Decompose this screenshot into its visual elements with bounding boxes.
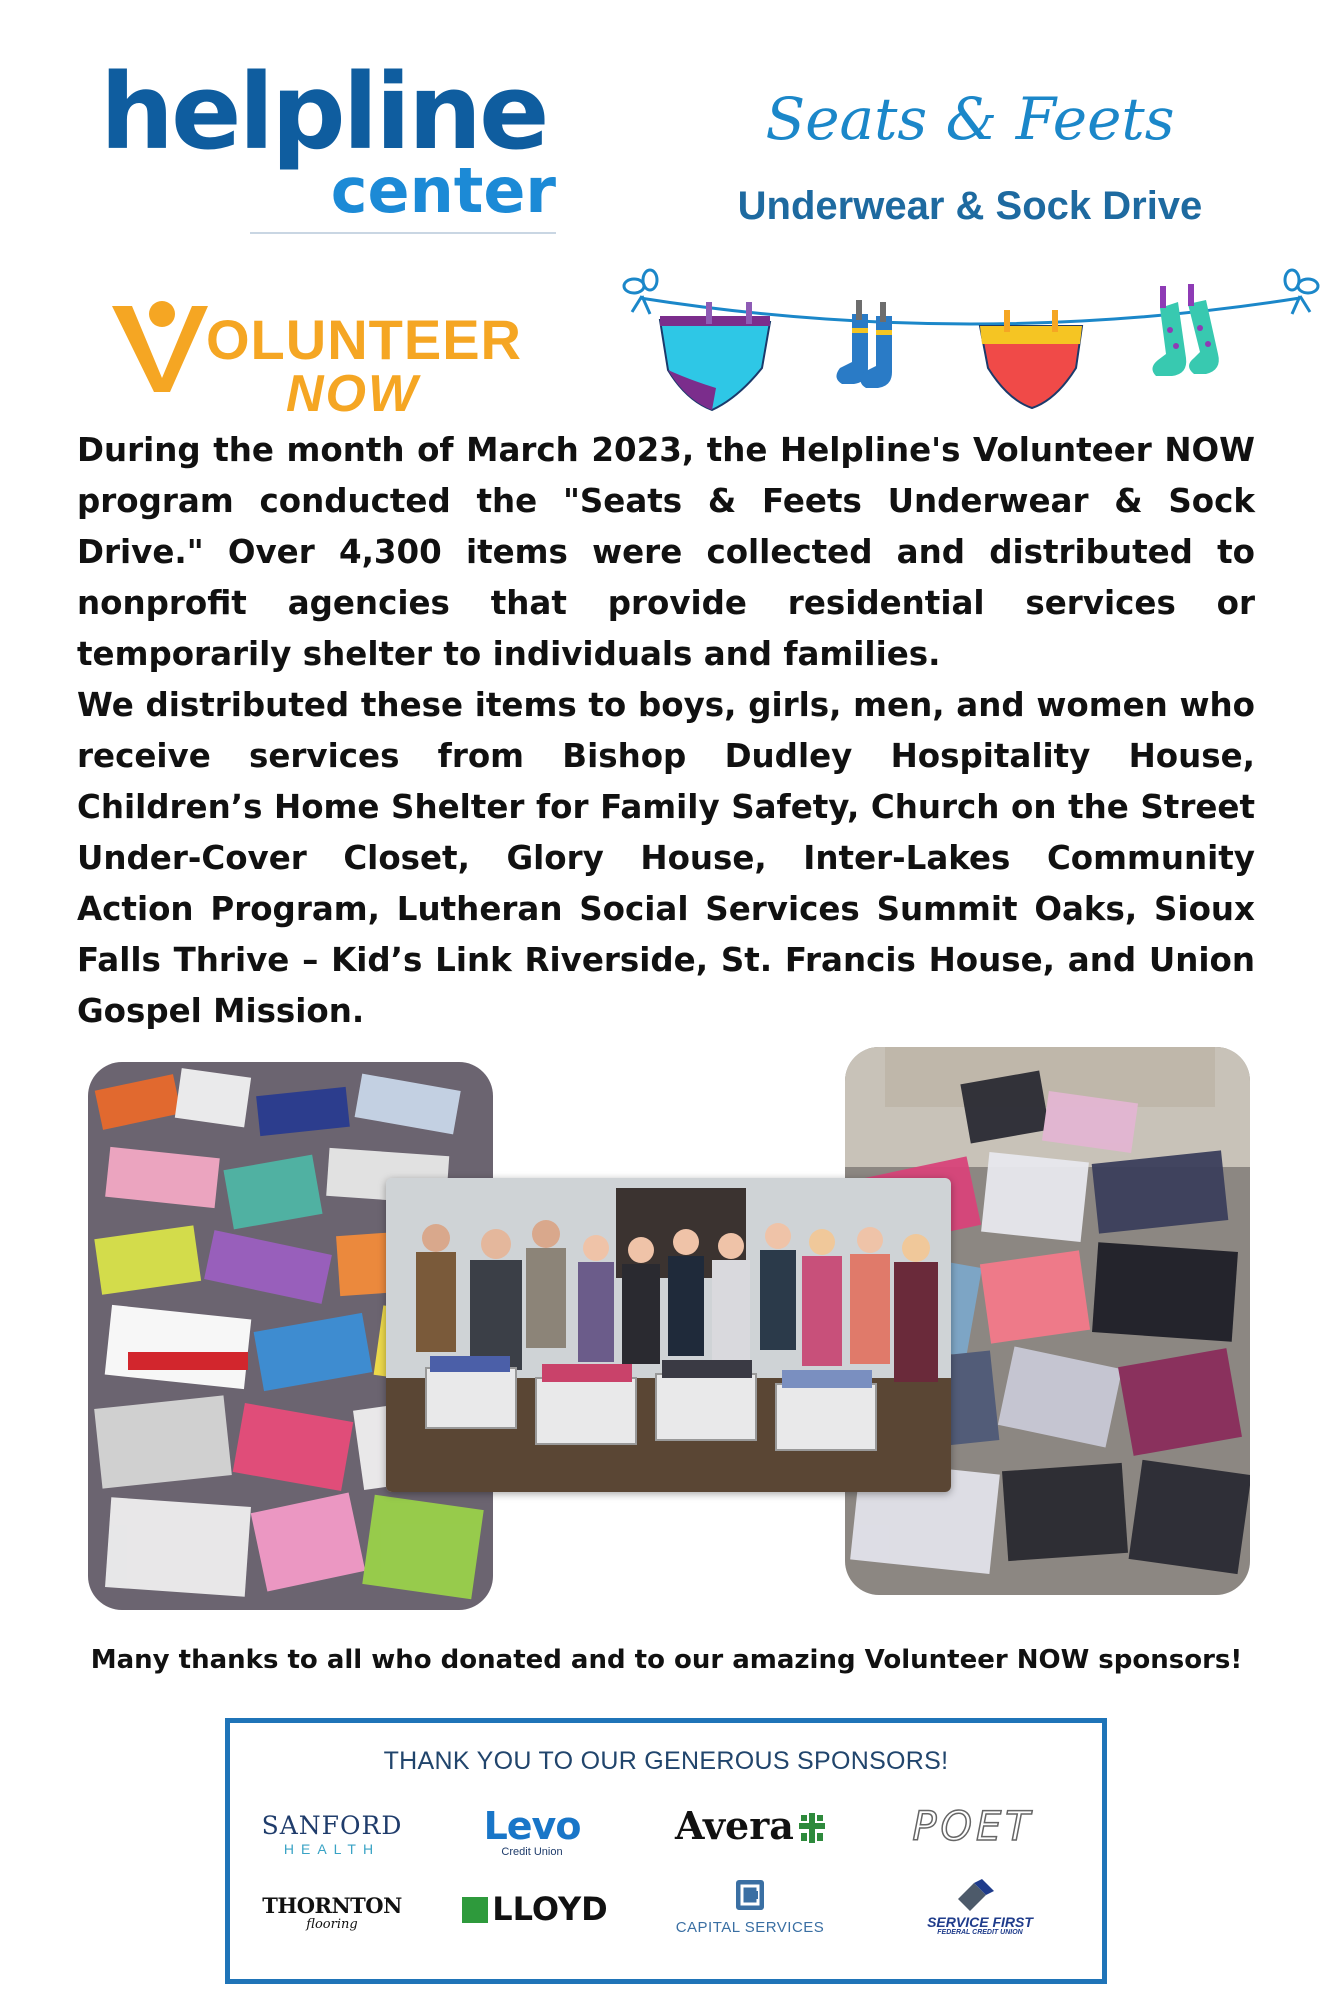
levo-logo [462,1804,602,1858]
thornton-name: THORNTON [262,1893,402,1918]
volunteer-wordmark: OLUNTEER [206,308,522,371]
avera-logo [670,1803,830,1848]
now-wordmark: NOW [286,365,420,423]
body-paragraph-2: We distributed these items to boys, girls, men, and women who receive services from Bishop Dudley Hospitality House, Children’s Home Shelter for Family Safety, Church on the Street Under-Cover Closet, Glory House, Inter-Lakes Community Action Program, Lutheran Social Services Summit Oaks, Sioux Falls Thrive – Kid’s Link Riverside, St. Francis House, and Union Gospel Mission. [77,686,1255,1030]
service-first-logo [890,1879,1070,1936]
thornton-logo [252,1895,412,1931]
drive-logo [620,60,1320,390]
poet-name: POET [912,1804,1034,1850]
blue-socks-icon [836,300,892,388]
volunteer-now-logo [110,272,570,423]
levo-name: Levo [483,1804,581,1848]
capital-services-name: CAPITAL SERVICES [675,1919,825,1936]
left-bow-icon [624,270,657,314]
helpline-center-wordmark: center [330,154,556,227]
sanford-sub: HEALTH [283,1841,381,1857]
service-first-sub: FEDERAL CREDIT UNION [937,1929,1023,1936]
avera-name: Avera [675,1803,794,1848]
sanford-name: SANFORD [261,1811,403,1840]
right-bow-icon [1285,270,1318,314]
heart-socks-icon [1152,284,1218,376]
drive-subtitle: Underwear & Sock Drive [737,184,1203,228]
sponsor-box [225,1718,1107,1984]
service-first-name: SERVICE FIRST [927,1914,1033,1930]
lloyd-logo [455,1890,615,1928]
logo-divider [250,232,556,234]
levo-sub: Credit Union [501,1846,563,1858]
helpline-logo [100,51,560,423]
lloyd-mark-icon [462,1897,488,1923]
capital-services-icon [735,1879,765,1911]
lloyd-name: LLOYD [492,1890,608,1928]
avera-cross-icon [799,1813,825,1843]
volunteer-group-photo [386,1178,951,1492]
volunteer-person-icon [110,294,210,394]
drive-script-title: Seats & Feets [765,85,1175,153]
sanford-health-logo [252,1813,412,1856]
helpline-wordmark: helpline [100,51,547,173]
service-first-icon [950,1879,1010,1915]
article-body [77,425,1255,1037]
poet-logo [888,1804,1058,1850]
clothesline-illustration [620,250,1320,440]
capital-services-logo [670,1879,830,1935]
thornton-sub: flooring [306,1917,358,1932]
sponsor-title: THANK YOU TO OUR GENEROUS SPONSORS! [383,1747,949,1775]
thanks-line: Many thanks to all who donated and to our amazing Volunteer NOW sponsors! [90,1645,1243,1675]
cyan-underwear-icon [660,302,770,410]
body-paragraph-1: During the month of March 2023, the Helpline's Volunteer NOW program conducted the "Seats & Feets Underwear & Sock Drive." Over 4,300 items were collected and distributed to nonprofit agencies that provide residential services or temporarily shelter to individuals and families. [77,431,1255,673]
